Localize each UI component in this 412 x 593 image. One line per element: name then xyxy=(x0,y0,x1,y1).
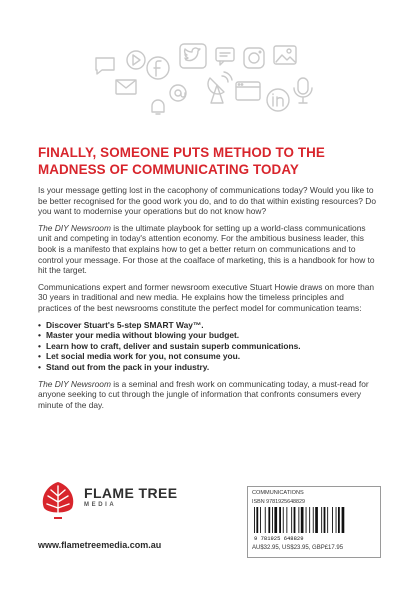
bullet-item: • Let social media work for you, not consume you. xyxy=(38,351,378,362)
paragraph-1: Is your message getting lost in the cacophony of communications today? Would you like to be better recognised for the good work you do, and to do that within existing resources? Do you want to modernise your operations but do not know how? xyxy=(38,185,376,217)
bullet-item: • Master your media without blowing your budget. xyxy=(38,330,378,341)
play-icon xyxy=(127,51,145,69)
paragraph-2 xyxy=(38,223,378,276)
barcode-isbn: ISBN 9781925648829 xyxy=(252,499,306,505)
comment-icon xyxy=(216,48,234,65)
mail-icon xyxy=(116,80,136,94)
broadcast-dish-icon xyxy=(208,72,232,103)
flame-tree-logo-icon xyxy=(38,478,78,522)
barcode-bars xyxy=(252,507,376,541)
instagram-icon xyxy=(244,48,264,68)
podcast-mic-icon xyxy=(294,78,312,103)
headline xyxy=(38,144,378,178)
barcode-box xyxy=(247,486,381,558)
paragraph-3: Communications expert and former newsroom executive Stuart Howie draws on more than 30 years in traditional and new media. He explains how the timeless principles and practices of the best newsrooms constitute the perfect model for communication teams: xyxy=(38,281,375,313)
facebook-icon xyxy=(147,57,169,79)
web-icon xyxy=(236,82,260,100)
at-icon xyxy=(170,85,186,101)
barcode-digits: 9 781925 648829 xyxy=(254,535,304,541)
speech-bubble-icon xyxy=(96,58,114,74)
publisher-logo xyxy=(38,478,178,526)
headline-line-2: MADNESS OF COMMUNICATING TODAY xyxy=(38,162,299,177)
bullet-item: • Stand out from the pack in your industry. xyxy=(38,362,378,373)
twitter-icon xyxy=(180,44,206,68)
publisher-name: FLAME TREE xyxy=(84,485,178,501)
publisher-website: www.flametreemedia.com.au xyxy=(38,540,162,550)
book-title: The DIY Newsroom xyxy=(38,222,111,233)
bullet-item: • Learn how to craft, deliver and sustain superb communications. xyxy=(38,341,378,352)
barcode-category: COMMUNICATIONS xyxy=(252,490,304,496)
headline-line-1: FINALLY, SOMEONE PUTS METHOD TO THE xyxy=(38,145,325,160)
image-icon xyxy=(274,46,296,64)
paragraph-2-text: is the ultimate playbook for setting up a world-class communications unit and competing in today's attention economy. For the ambitious business leader, this book is a manifesto that explains how to get a better return on communications and to control your message. For those at the coalface of marketing, this is a handbook for how to hit the target. xyxy=(38,222,375,276)
linkedin-icon xyxy=(267,89,289,111)
social-icons-cluster xyxy=(92,38,322,128)
blurb xyxy=(38,185,378,416)
paragraph-4 xyxy=(38,379,378,411)
bullet-list xyxy=(38,320,378,373)
bullet-item: • Discover Stuart's 5-step SMART Way™. xyxy=(38,320,378,331)
barcode-price: AU$32.95, US$23.95, GBP£17.95 xyxy=(252,545,344,551)
publisher-sub: MEDIA xyxy=(84,502,117,508)
paragraph-4-text: is a seminal and fresh work on communicating today, a must-read for anyone seeking to cut through the jungle of information that confronts consumers every minute of the day. xyxy=(38,378,369,410)
bell-icon xyxy=(152,100,164,114)
book-title: The DIY Newsroom xyxy=(38,378,111,389)
